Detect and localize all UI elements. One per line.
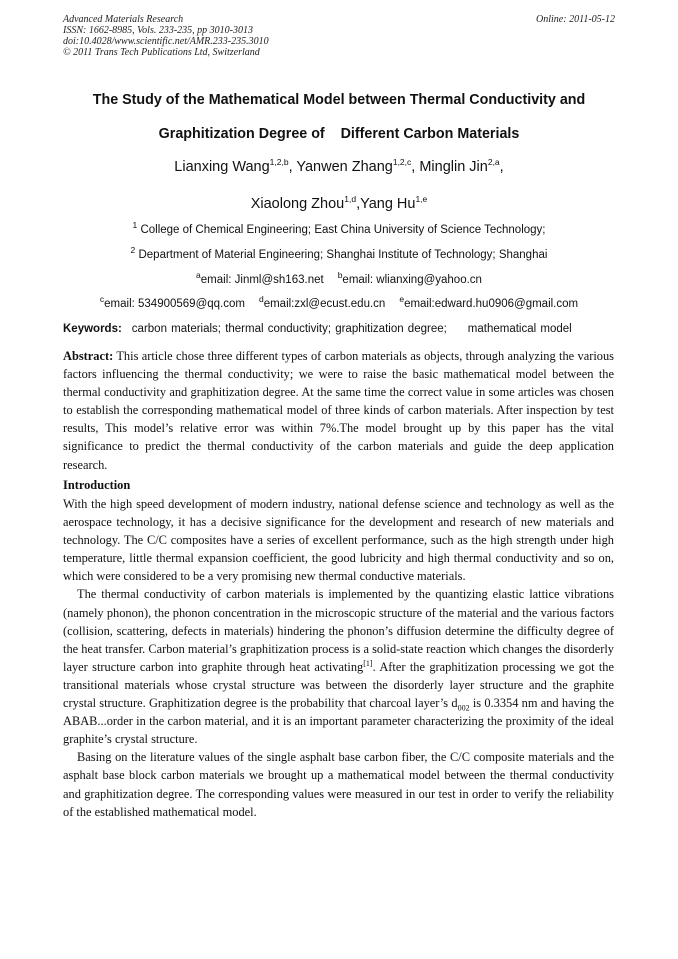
author-name: Minglin Jin — [419, 159, 488, 175]
author-line-2 — [30, 196, 648, 212]
subscript-002: 002 — [457, 703, 470, 713]
email-sup: a — [196, 270, 201, 281]
copyright-line: © 2011 Trans Tech Publications Ltd, Switzerland — [63, 47, 260, 58]
email-address: email: 534900569@qq.com — [104, 298, 245, 310]
author-affil-sup: 2,a — [487, 157, 500, 168]
affiliation-1 — [30, 220, 648, 236]
author-separator: , — [499, 159, 504, 175]
intro-paragraph-1: With the high speed development of modern industry, national defense science and technology as well as the aerospace technology, it has a decisive significance for the development and research of new materials and technology. The C/C composites have a series of excellent performance, such as the high strength under high temperature, little thermal expansion coefficient, the good lubricity and high thermal conductivity and so on, which were considered to be a very promising new thermal conductive materials. — [63, 497, 614, 584]
email-sup: e — [399, 294, 405, 305]
author-affil-sup: 1,e — [415, 194, 428, 205]
online-date: Online: 2011-05-12 — [536, 14, 615, 25]
affiliation-number: 1 — [132, 220, 138, 231]
intro-paragraph-2-part-a: The thermal conductivity of carbon materials is implemented by the quantizing elastic lattice vibrations (namely phonon), the phonon concentration in the microscopic structure of the material and the various factors (collision, scattering, defects in materials) hindering the phonon’s diffusion determine the difficulty degree of the heat transfer. Carbon material’s graphitization process is a solid-state reaction which changes the disorderly layer structure carbon into graphite through heat activating — [63, 587, 614, 674]
author-separator: , — [411, 159, 420, 175]
email-line-1 — [30, 270, 648, 286]
author-name: Xiaolong Zhou — [250, 196, 345, 212]
author-line-1 — [30, 159, 648, 175]
issn-line: ISSN: 1662-8985, Vols. 233-235, pp 3010-3013 — [63, 25, 253, 36]
affiliation-2 — [30, 245, 648, 261]
keywords-text: carbon materials; thermal conductivity; graphitization degree; mathematical model — [131, 323, 572, 335]
journal-header — [63, 14, 269, 58]
author-name: Yang Hu — [360, 196, 416, 212]
intro-paragraph-2-part-b: . After the graphitization processing we got the transitional materials whose crystal structure was between the disorderly layer structure and the graphite crystal structure. Graphitization degree is the probability that charcoal layer’s d — [63, 659, 615, 711]
intro-paragraph-3: Basing on the literature values of the single asphalt base carbon fiber, the C/C composite materials and the asphalt base block carbon materials we brought up a mathematical model between the thermal conductivity and graphitization degree. The corresponding values were measured in our test in order to verify the reliability of the established mathematical model. — [63, 750, 614, 819]
abstract-block — [63, 347, 614, 474]
author-separator: , — [288, 159, 297, 175]
section-heading-introduction: Introduction — [63, 478, 131, 492]
affiliation-number: 2 — [130, 245, 136, 256]
paper-title-line-1: The Study of the Mathematical Model between Thermal Conductivity and — [92, 92, 586, 108]
abstract-label: Abstract: — [63, 349, 114, 363]
author-separator: , — [356, 196, 361, 212]
email-address: email:zxl@ecust.edu.cn — [263, 298, 386, 310]
email-sup: b — [337, 270, 343, 281]
affiliation-text: Department of Material Engineering; Shanghai Institute of Technology; Shanghai — [138, 249, 548, 261]
paper-title-line-2: Graphitization Degree of Different Carbon Materials — [158, 126, 520, 142]
intro-paragraph-2 — [63, 585, 614, 748]
affiliation-text: College of Chemical Engineering; East China University of Science Technology; — [140, 224, 546, 236]
author-name: Lianxing Wang — [174, 159, 270, 175]
author-affil-sup: 1,2,b — [269, 157, 289, 168]
journal-name: Advanced Materials Research — [63, 14, 184, 25]
introduction-body — [63, 495, 614, 821]
keywords-label: Keywords: — [63, 323, 122, 335]
author-name: Yanwen Zhang — [296, 159, 393, 175]
email-address: email: wlianxing@yahoo.cn — [342, 274, 482, 286]
intro-paragraph-2-part-c: is 0.3354 nm and having the ABAB...order in the carbon material, and it is an important parameter characterizing the proximity of the ideal graphite’s crystal structure. — [63, 696, 614, 747]
email-sup: d — [258, 294, 264, 305]
email-address: email: Jinml@sh163.net — [200, 274, 324, 286]
author-affil-sup: 1,2,c — [392, 157, 412, 168]
citation-ref: [1] — [363, 658, 373, 668]
author-affil-sup: 1,d — [344, 194, 357, 205]
email-address: email:edward.hu0906@gmail.com — [404, 298, 579, 310]
doi-line: doi:10.4028/www.scientific.net/AMR.233-235.3010 — [63, 36, 269, 47]
email-sup: c — [99, 294, 105, 305]
keywords-line — [63, 323, 572, 335]
email-line-2 — [30, 294, 648, 310]
abstract-text: This article chose three different types of carbon materials as objects, through analyzing the various factors influencing the thermal conductivity; we were to raise the basic mathematical model between the thermal conductivity and graphitization degree. At the same time the correct value in some articles was chosen to establish the corresponding mathematical model of three kinds of carbon materials. After inspection by test results, This model’s relative error was within 7%.The model brought up by this paper has the vital significance to predict the thermal conductivity of the carbon materials and guide the deep application research. — [63, 349, 614, 472]
